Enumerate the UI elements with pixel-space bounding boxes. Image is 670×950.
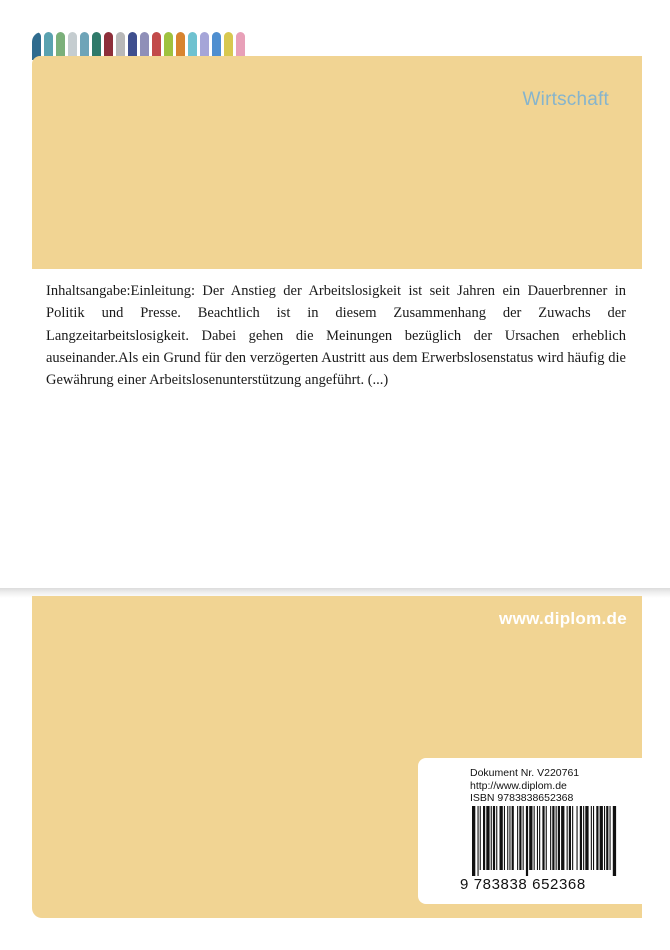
- abstract-area: [0, 270, 670, 590]
- barcode-info: [470, 767, 579, 805]
- barcode-digits: 9 783838 652368: [460, 876, 586, 893]
- top-cover-panel: [32, 56, 642, 269]
- barcode-icon: [470, 806, 620, 876]
- isbn-number: ISBN 9783838652368: [470, 792, 574, 804]
- document-url[interactable]: http://www.diplom.de: [470, 779, 567, 792]
- barcode-box: [418, 758, 642, 904]
- publisher-website[interactable]: www.diplom.de: [499, 609, 627, 628]
- category-label: Wirtschaft: [522, 89, 609, 110]
- document-number: Dokument Nr. V220761: [470, 767, 580, 779]
- abstract-text: Inhaltsangabe:Einleitung: Der Anstieg der Arbeitslosigkeit ist seit Jahren ein Dauerbrenner in Politik und Presse. Beachtlich ist in diesem Zusammenhang der Zuwachs der Langzeitarbeitslosigkeit. Dabei gehen die Meinungen bezüglich der Ursachen erheblich auseinander.Als ein Grund für den verzögerten Austritt aus dem Erwerbslosenstatus wird häufig die Gewährung einer Arbeitslosenunterstützung angeführt. (...): [46, 283, 626, 389]
